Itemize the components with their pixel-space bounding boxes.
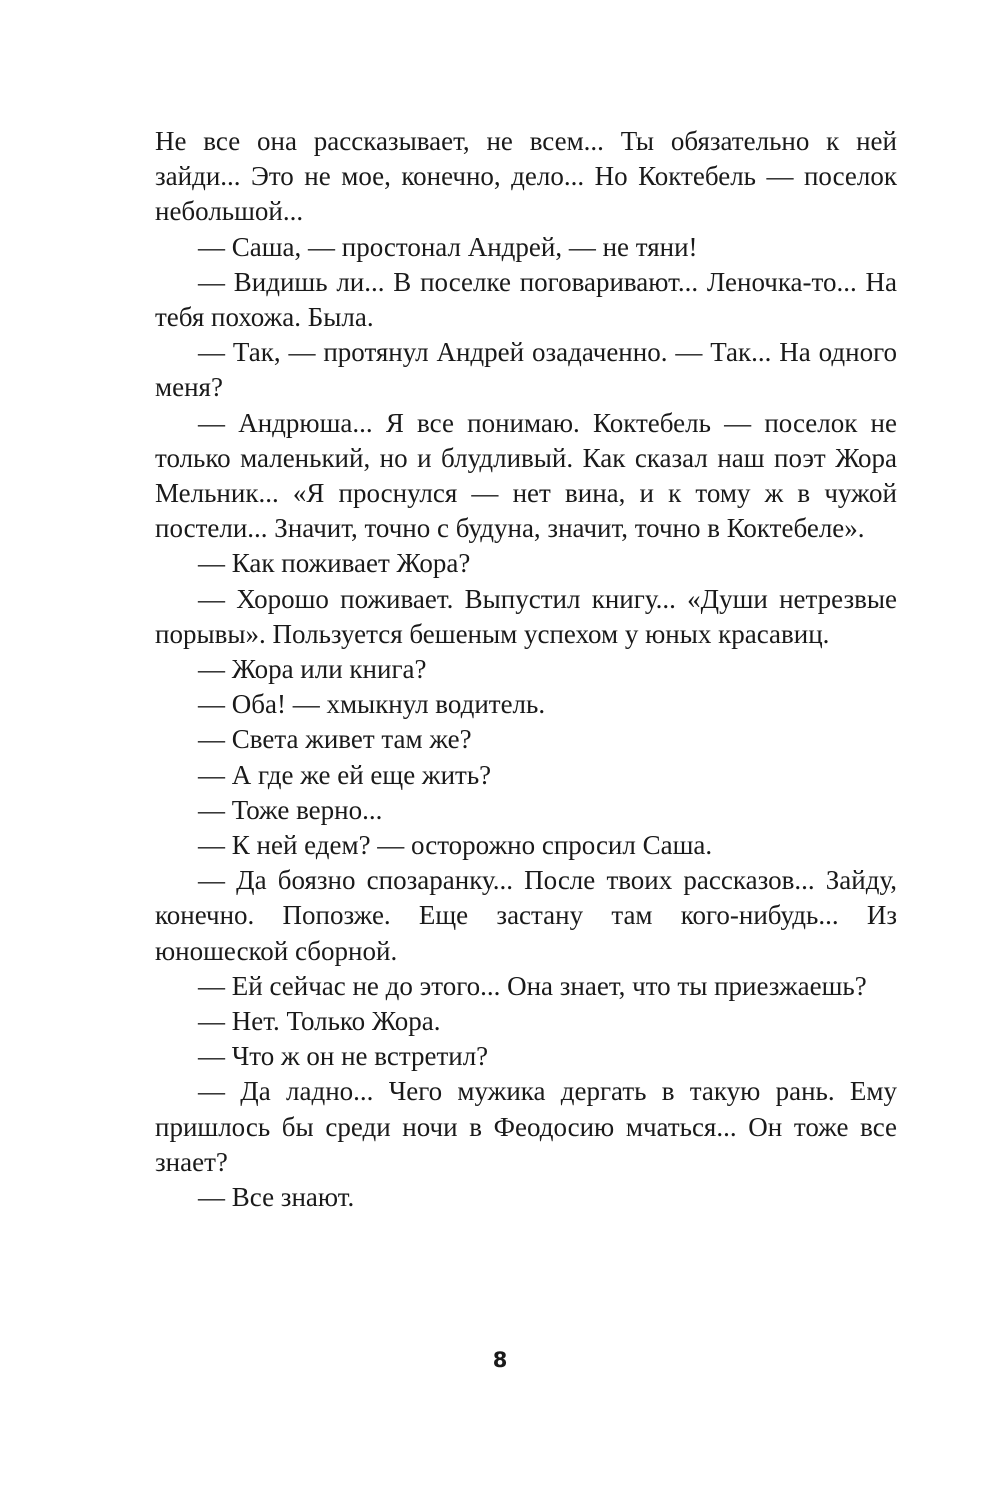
- paragraph: — А где же ей еще жить?: [198, 759, 492, 790]
- paragraph: — Оба! — хмыкнул водитель.: [198, 689, 546, 720]
- paragraph: — Да ладно... Чего мужика дергать в такую рань. Ему пришлось бы среди ночи в Феодосию мчаться... Он тоже все знает?: [155, 1076, 897, 1177]
- paragraph: — Да боязно спозаранку... После твоих рассказов... Зайду, конечно. Попозже. Еще застану там кого-нибудь... Из юношеской сборной.: [155, 865, 897, 966]
- paragraph: — Как поживает Жора?: [198, 548, 471, 579]
- paragraph: — К ней едем? — осторожно спросил Саша.: [198, 830, 713, 861]
- paragraph: — Андрюша... Я все понимаю. Коктебель — поселок не только маленький, но и блудливый. Как сказал наш поэт Жора Мельник... «Я проснулся — нет вина, и к тому ж в чужой постели... Значит, точно с будуна, значит, точно в Коктебеле».: [155, 407, 897, 544]
- paragraph: Не все она рассказывает, не всем... Ты обязательно к ней зайди... Это не мое, конечно, дело... Но Коктебель — поселок небольшой...: [155, 126, 897, 227]
- paragraph: — Жора или книга?: [198, 654, 427, 685]
- paragraph: — Все знают.: [198, 1182, 355, 1213]
- page-number: 8: [492, 1348, 508, 1372]
- paragraph: — Что ж он не встретил?: [198, 1041, 489, 1072]
- paragraph: — Тоже верно...: [198, 794, 383, 825]
- paragraph: — Света живет там же?: [198, 724, 472, 755]
- paragraph: — Хорошо поживает. Выпустил книгу... «Души нетрезвые порывы». Пользуется бешеным успехом у юных красавиц.: [155, 583, 897, 649]
- paragraph: — Нет. Только Жора.: [198, 1006, 441, 1037]
- paragraph: — Видишь ли... В поселке поговаривают... Леночка-то... На тебя похожа. Была.: [155, 266, 897, 333]
- paragraph: — Так, — протянул Андрей озадаченно. — Так... На одного меня?: [155, 337, 897, 403]
- page-text: [155, 124, 897, 1215]
- paragraph: — Саша, — простонал Андрей, — не тяни!: [198, 231, 698, 262]
- paragraph: — Ей сейчас не до этого... Она знает, что ты приезжаешь?: [198, 970, 867, 1001]
